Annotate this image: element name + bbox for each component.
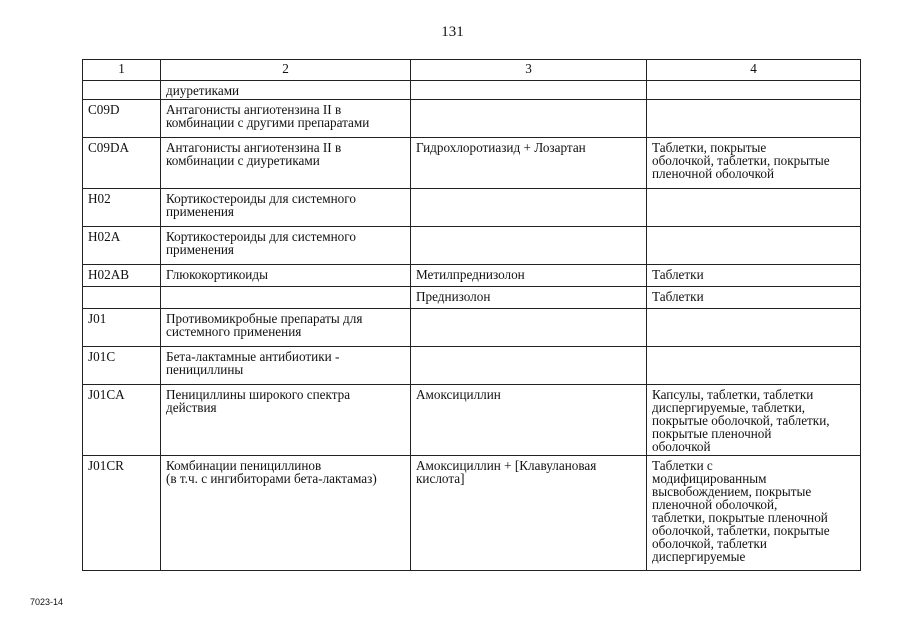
table-row: [83, 138, 861, 189]
group-name-cell: Бета-лактамные антибиотики - пенициллины: [161, 347, 411, 385]
table-row: [83, 456, 861, 571]
dosage-form-cell: [647, 100, 861, 138]
atc-code-cell: J01CA: [83, 385, 161, 456]
dosage-form-cell: Таблетки: [647, 287, 861, 309]
group-name-cell: Кортикостероиды для системного применения: [161, 189, 411, 227]
table-row: [83, 287, 861, 309]
group-name-cell: Пенициллины широкого спектра действия: [161, 385, 411, 456]
drug-name-cell: [411, 309, 647, 347]
dosage-form-cell: Таблетки с модифицированным высвобождением, покрытые пленочной оболочкой, таблетки, покрытые пленочной оболочкой, таблетки, покрытые оболочкой, таблетки диспергируемые: [647, 456, 861, 571]
drug-name-cell: Амоксициллин: [411, 385, 647, 456]
atc-code-cell: H02AB: [83, 265, 161, 287]
dosage-form-cell: [647, 309, 861, 347]
drug-name-cell: [411, 100, 647, 138]
dosage-form-cell: [647, 81, 861, 100]
drug-classification-table: [82, 59, 861, 571]
drug-name-cell: Преднизолон: [411, 287, 647, 309]
column-header: 2: [161, 60, 411, 81]
dosage-form-cell: [647, 227, 861, 265]
atc-code-cell: [83, 287, 161, 309]
atc-code-cell: J01: [83, 309, 161, 347]
drug-name-cell: [411, 227, 647, 265]
atc-code-cell: C09DA: [83, 138, 161, 189]
atc-code-cell: C09D: [83, 100, 161, 138]
column-header: 1: [83, 60, 161, 81]
group-name-cell: Противомикробные препараты для системного применения: [161, 309, 411, 347]
group-name-cell: Кортикостероиды для системного применения: [161, 227, 411, 265]
atc-code-cell: [83, 81, 161, 100]
atc-code-cell: H02: [83, 189, 161, 227]
atc-code-cell: J01CR: [83, 456, 161, 571]
table-row: [83, 100, 861, 138]
group-name-cell: [161, 287, 411, 309]
atc-code-cell: H02A: [83, 227, 161, 265]
table-row: [83, 227, 861, 265]
group-name-cell: диуретиками: [161, 81, 411, 100]
group-name-cell: Антагонисты ангиотензина II в комбинации с диуретиками: [161, 138, 411, 189]
dosage-form-cell: Капсулы, таблетки, таблетки диспергируемые, таблетки, покрытые оболочкой, таблетки, покрытые пленочной оболочкой: [647, 385, 861, 456]
atc-code-cell: J01C: [83, 347, 161, 385]
column-header: 3: [411, 60, 647, 81]
dosage-form-cell: [647, 347, 861, 385]
footer-document-code: 7023-14: [30, 597, 64, 607]
dosage-form-cell: Таблетки, покрытые оболочкой, таблетки, покрытые пленочной оболочкой: [647, 138, 861, 189]
group-name-cell: Комбинации пенициллинов (в т.ч. с ингибиторами бета-лактамаз): [161, 456, 411, 571]
table-row: [83, 309, 861, 347]
drug-name-cell: Гидрохлоротиазид + Лозартан: [411, 138, 647, 189]
table-row: [83, 81, 861, 100]
group-name-cell: Глюкокортикоиды: [161, 265, 411, 287]
column-header: 4: [647, 60, 861, 81]
drug-name-cell: Амоксициллин + [Клавулановая кислота]: [411, 456, 647, 571]
drug-name-cell: [411, 347, 647, 385]
table-row: [83, 265, 861, 287]
drug-name-cell: [411, 189, 647, 227]
drug-name-cell: [411, 81, 647, 100]
drug-name-cell: Метилпреднизолон: [411, 265, 647, 287]
table-header-row: [83, 60, 861, 81]
group-name-cell: Антагонисты ангиотензина II в комбинации с другими препаратами: [161, 100, 411, 138]
dosage-form-cell: [647, 189, 861, 227]
table-row: [83, 385, 861, 456]
table-row: [83, 347, 861, 385]
table-row: [83, 189, 861, 227]
page-number: 131: [441, 24, 464, 40]
dosage-form-cell: Таблетки: [647, 265, 861, 287]
